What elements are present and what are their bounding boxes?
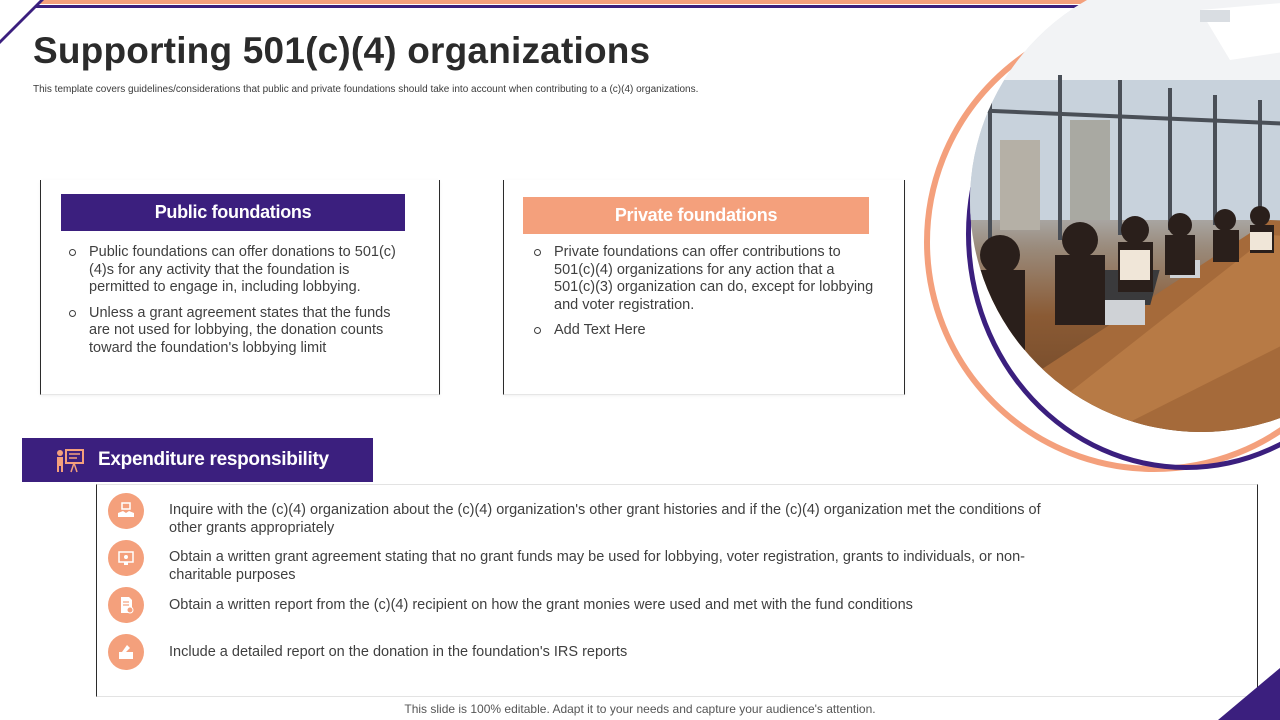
slide-subtitle: This template covers guidelines/considerations that public and private foundations should take into account when contributing to a (c)(4) organizations. <box>33 84 699 95</box>
slide-title: Supporting 501(c)(4) organizations <box>33 30 651 71</box>
footer-note: This slide is 100% editable. Adapt it to your needs and capture your audience's attention. <box>404 702 876 716</box>
list-item-text: Obtain a written report from the (c)(4) recipient on how the grant monies were used and met with the fund conditions <box>169 597 913 613</box>
handshake-icon <box>108 493 144 529</box>
private-foundations-list <box>534 244 874 348</box>
expenditure-list <box>96 484 1258 697</box>
private-foundations-card <box>503 180 905 395</box>
public-foundations-heading: Public foundations <box>61 194 405 231</box>
list-item: Add Text Here <box>534 322 874 340</box>
bullet-icon <box>534 249 541 256</box>
meeting-photo-group <box>920 0 1280 480</box>
list-item-text: Obtain a written grant agreement stating that no grant funds may be used for lobbying, voter registration, grants to individuals, or non-charitable purposes <box>169 549 1025 583</box>
bullet-icon <box>534 327 541 334</box>
private-foundations-heading: Private foundations <box>523 197 869 234</box>
public-foundations-list <box>69 244 409 365</box>
list-item: Unless a grant agreement states that the funds are not used for lobbying, the donation counts toward the foundation's lobbying limit <box>69 305 409 358</box>
expenditure-heading: Expenditure responsibility <box>98 449 329 470</box>
bullet-icon <box>69 310 76 317</box>
list-item: Public foundations can offer donations to 501(c)(4)s for any activity that the foundation is permitted to engage in, including lobbying. <box>69 244 409 297</box>
ballot-box-icon <box>108 634 144 670</box>
meeting-photo <box>970 0 1280 432</box>
bullet-icon <box>69 249 76 256</box>
list-item-text: Include a detailed report on the donation in the foundation's IRS reports <box>169 644 628 660</box>
list-item-text: Inquire with the (c)(4) organization about the (c)(4) organization's other grant histories and if the (c)(4) organization met the conditions of other grants appropriately <box>169 502 1041 536</box>
monitor-icon <box>108 540 144 576</box>
list-item: Private foundations can offer contributions to 501(c)(4) organizations for any action that a 501(c)(3) organization can do, except for lobbying and voter registration. <box>534 244 874 314</box>
expenditure-heading-bar <box>22 438 373 482</box>
public-foundations-card <box>40 180 440 395</box>
document-check-icon <box>108 587 144 623</box>
presentation-icon <box>55 447 85 473</box>
